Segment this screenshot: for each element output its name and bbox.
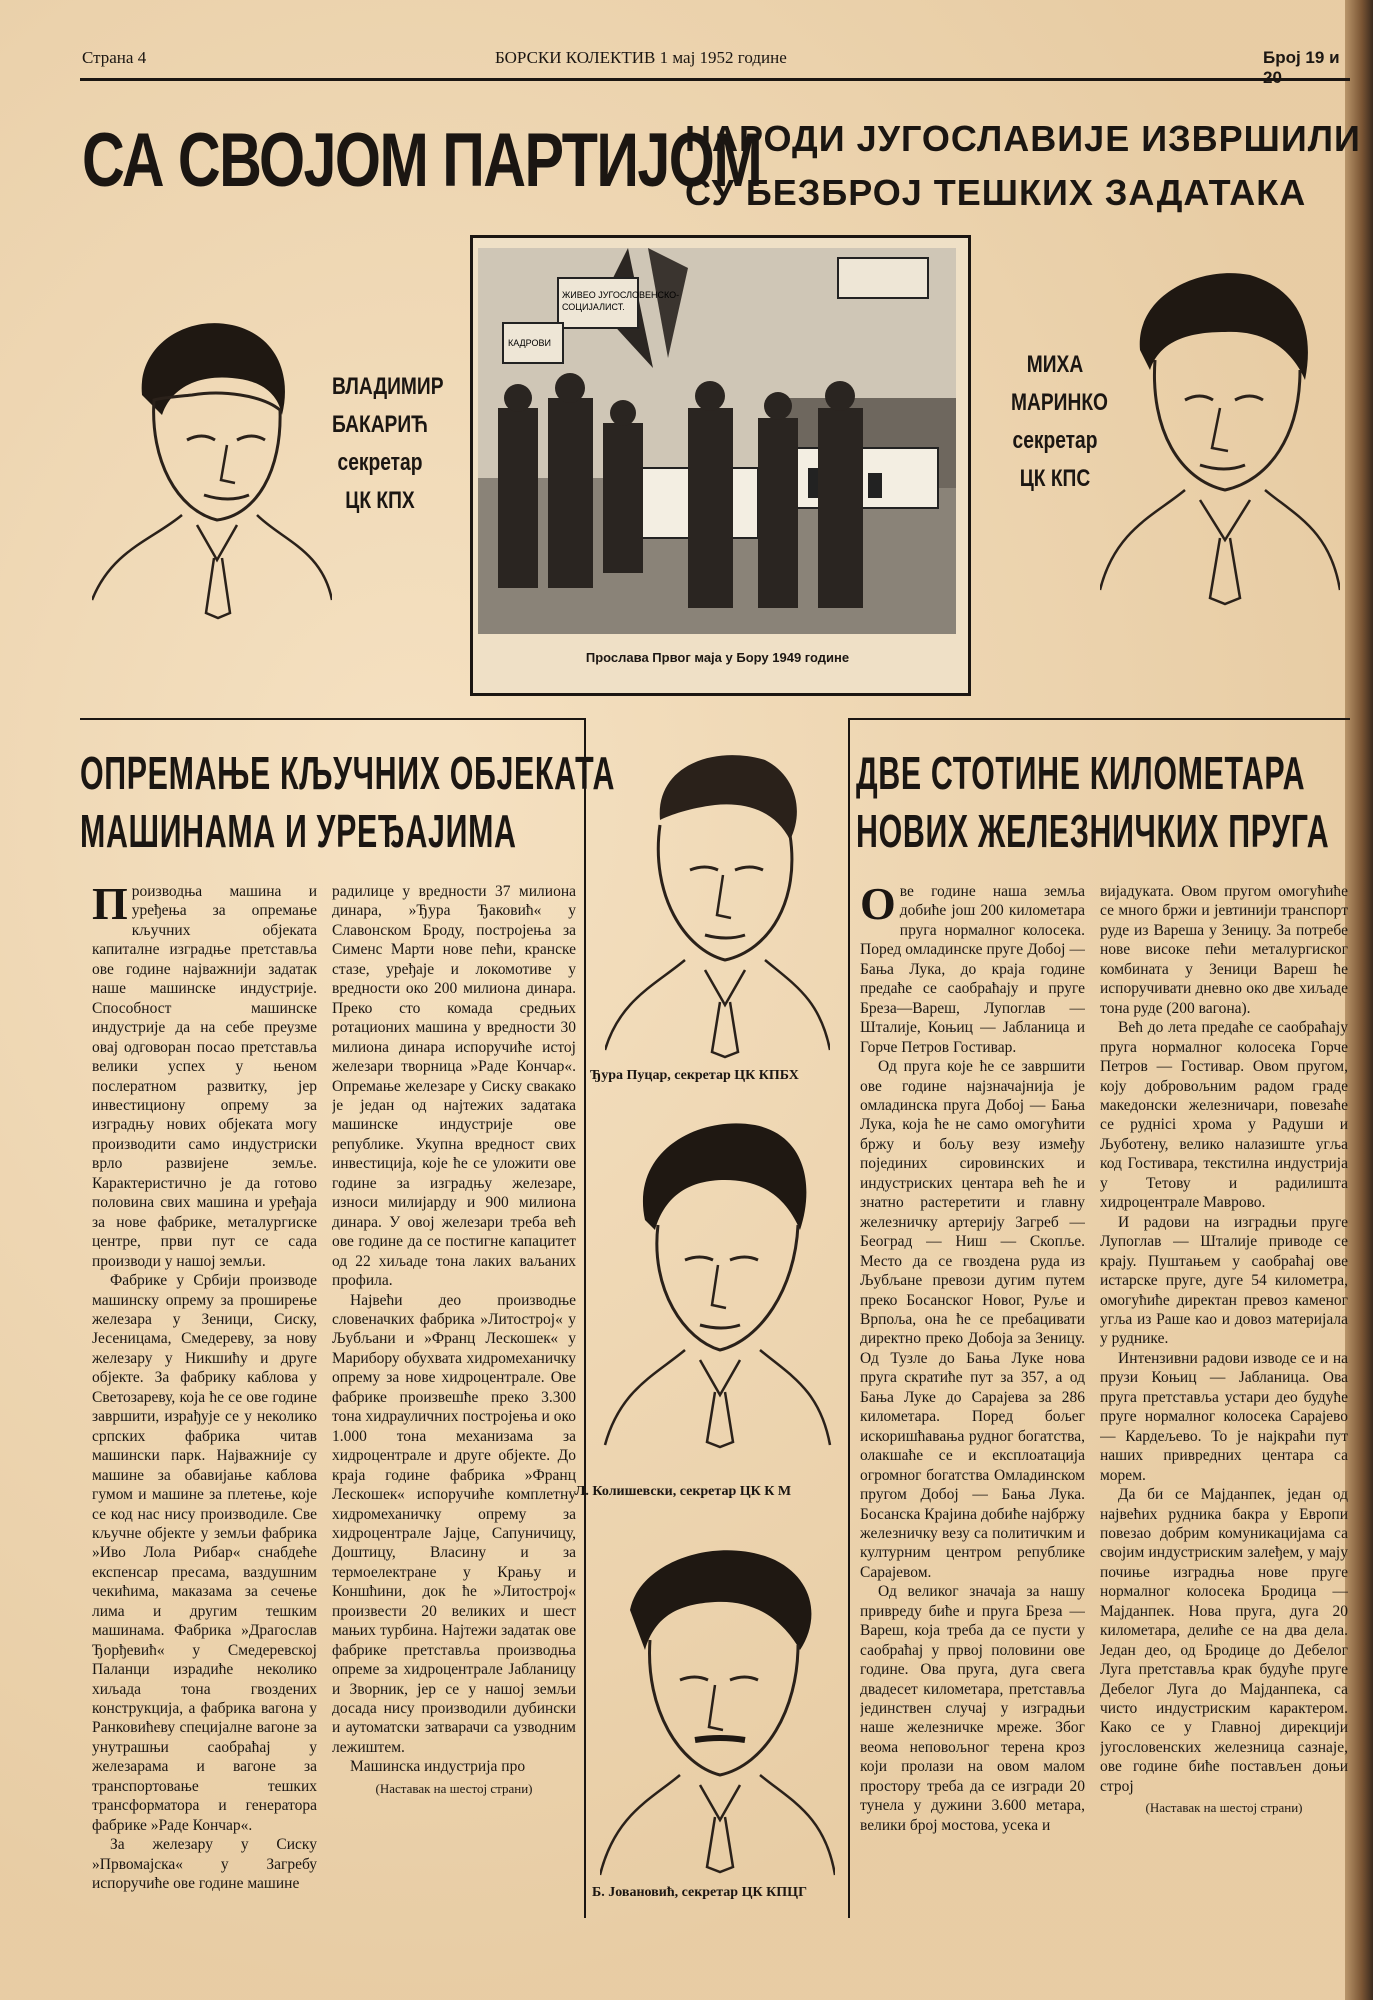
paragraph: радилице у вредности 37 милиона динара, »Ђура Ђаковић« у Славонском Броду, постројења за Сименс Марти нове пећи, кранске стазе, уређаје и локомотиве у вредности око 200 милиона динара. Преко сто комада средњих ротационих машина у вредности 30 милиона динара испоручиће истој железари творница »Раде Кончар«. Опремање железаре у Сиску свакако је један од најтежих задатака машинске индустрије ове републике. Укупна вредност свих инвестиција, које ће се уложити ове године за изградњу железаре, износи милијарду и 900 милиона динара. У овој железари треба већ ове године да се постигне капацитет од 22 хиљаде тона лаких ваљаних профила. <box>332 883 576 1290</box>
caption-kolisevski: Л. Колишевски, секретар ЦК К М <box>575 1484 792 1499</box>
paragraph: Од пруга које ће се завршити ове године најзначајнија је омладинска пруга Добој — Бања Лука, која ће не само омогућити бржу и бољу везу између појединих сировинских и индустриских центара већ ће и знатно растеретити и главну железничку артерију Загреб — Београд — Ниш — Скопље. Место да се гвоздена руда из Љубљане превози дугим путем преко Босанског Новог, Руље и Врпоља, она ће се пребацивати директно преко Добоја за Зеницу. Од Тузле до Бања Луке нова пруга скратиће пут за 357, а од Бања Луке до Сарајева за 286 километара. Поред бољег искоришћавања рудног богатства, олакшаће се и експлоатација огромног богатства Омладинском пругом Добој — Бања Лука. Босанска Крајина добиће најбржу железничку везу са политичким и културним центром републике Сарајевом. <box>860 1058 1085 1581</box>
paragraph: Машинска индустрија про <box>350 1758 526 1776</box>
caption-bakaric-line: ЦК КПХ <box>345 487 415 514</box>
caption-marinko-line: секретар <box>1012 427 1098 454</box>
portrait-kolisevski <box>600 1110 835 1450</box>
sign-text-2: СОЦИЈАЛИСТ. <box>562 302 625 312</box>
issue-number: Број 19 и 20 <box>1263 48 1340 87</box>
portrait-marinko <box>1100 260 1340 620</box>
paragraph: Већ до лета предаће се саобраћају пруга нормалног колосека Горче Петров — Гостивар. Овом пругом, коју добровољним радом граде македонски железничари, повезаће се руднici хрома у Радуши и Љуботену, велико налазиште угља код Гостивара, текстилна индустрија у Тетову и радилишта хидроцентрале Маврово. <box>1100 1019 1348 1212</box>
paragraph: Од великог значаја за нашу привреду биће и пруга Бреза — Вареш, која треба да се пусти у саобраћај у првој половини ове године. Ова пруга, дуга свега двадесет километара, претставља јединствен случај у изградњи наше железничке мреже. Због веома неповољног терена кроз који пролази на овом малом простору треба да се изгради 20 тунела у дужини 3.600 метара, велики број мостова, усека и <box>860 1583 1085 1834</box>
caption-marinko-line: МИХА <box>1026 351 1084 378</box>
rule-right-top <box>848 718 1350 720</box>
sub-headline-line-2: СУ БЕЗБРОЈ ТЕШКИХ ЗАДАТАКА <box>685 172 1307 213</box>
paragraph: вијадуката. Овом пругом омогућиће се много бржи и јевтинији транспорт руде из Вареша у Зеницу. За потребе нове високе пећи металургиског комбината у Зеници Вареш ће испоручивати дневно око две хиљаде тона руде (200 вагона). <box>1100 883 1348 1017</box>
paragraph: За железару у Сиску »Првомајска« у Загребу испоручиће ове године машине <box>92 1836 317 1893</box>
portrait-jovanovic <box>600 1530 835 1880</box>
left-article-column-1 <box>92 882 317 1902</box>
left-article-title-2: МАШИНАМА И УРЕЂАЈИМА <box>80 805 517 857</box>
right-article-title-1: ДВЕ СТОТИНЕ КИЛОМЕТАРА <box>856 747 1306 799</box>
caption-jovanovic: Б. Јовановић, секретар ЦК КПЦГ <box>592 1885 807 1900</box>
sub-headline-line-1: НАРОДИ ЈУГОСЛАВИЈЕ ИЗВРШИЛИ <box>685 118 1361 159</box>
paragraph: И радови на изградњи пруге Лупоглав — Шталије приводе се крају. Пуштањем у саобраћај ове истарске пруге, дуге 54 километра, омогућиће директан превоз каменог угља из Раше као и довоз материјала у руднике. <box>1100 1213 1348 1348</box>
paragraph: Да би се Мајданпек, један од највећих рудника бакра у Европи повезао добрим комуникацијама са својим индустриским залеђем, у мају почиње изградња нове пруге нормалног колосека Бродица — Мајданпек. Нова пруга, дуга 20 километара, делиће се на два дела. Један део, од Бродице до Дебелог Луга претставља крак будуће пруге Дебелог Луга до Мајданпека, са чисто индустриским карактером. Како се у Главној дирекцији југословенских железница сазнаје, ове године биће постављен доњи строј <box>1100 1486 1348 1795</box>
caption-marinko <box>1011 346 1108 498</box>
right-article-title-2: НОВИХ ЖЕЛЕЗНИЧКИХ ПРУГА <box>856 805 1330 857</box>
caption-bakaric-line: секретар <box>337 449 423 476</box>
page-number: Страна 4 <box>82 48 147 67</box>
header-rule <box>80 78 1350 81</box>
masthead: БОРСКИ КОЛЕКТИВ 1 мај 1952 године <box>495 48 787 67</box>
sign-text-1: ЖИВЕО ЈУГОСЛОВЕНСКО- <box>562 290 680 300</box>
page-edge <box>1345 0 1373 2000</box>
paragraph: Фабрике у Србији производе машинску опрему за проширење железара у Зеници, Сиску, Јесеницама, Смедереву, за нову железару у Никшићу и друге објекте. За фабрику каблова у Светозареву, која ће се ове године завршити, израђује се у неколико српских фабрика читав машински парк. Најважније су машине за обавијање каблова гумом и машине за плетење, које се код нас нису производиле. Све кључне објекте у земљи фабрика »Иво Лола Рибар« снабдеће експенсар пресама, ваздушним чекићима, маказама за сечење лима и другим тешким машинама. Фабрика »Драгослав Ђорђевић« у Смедеревској Паланци израдиће неколико хиљада тона гвоздених конструкција, а фабрика вагона у Ранковићеву специјалне вагоне за унутрашњи саобраћај у железарама и вагоне за транспортовање тешких трансформатора и генератора фабрике »Раде Кончар«. <box>92 1272 317 1834</box>
rule-left-vertical <box>584 718 586 1918</box>
paragraph: роизводња машина и уређења за опремање кључних објеката капиталне изградње претставља ове године најважнији задатак наше машинске индустрије. Способност машинске индустрије да на себе преузме овај одговоран посао претставља велики успех у њеном послератном развитку, јер инвестициону опрему за изградњу нових објеката могу производити само индустриски врло развијене земље. Карактеристично је да готово половина свих машина и уређаја за нове фабрике, металургиске центре, први пут се сада производи у нашој земљи. <box>92 883 317 1270</box>
dropcap: О <box>860 882 896 929</box>
rule-left-top <box>80 718 585 720</box>
portrait-pucar <box>605 730 830 1060</box>
photo-caption: Прослава Првог маја у Бору 1949 године <box>585 650 850 665</box>
caption-marinko-line: ЦК КПС <box>1019 465 1091 492</box>
paragraph: Интензивни радови изводе се и на прузи Коњиц — Јабланица. Ова пруга претставља устари део будуће пруге нормалног колосека Сарајево — Кардељево. То је најкраћи пут наших привредних центара са морем. <box>1100 1349 1348 1484</box>
right-article-column-1 <box>860 882 1085 1912</box>
left-article-column-2 <box>332 882 576 1912</box>
continued-note: (Наставак на шестој страни) <box>375 1780 533 1796</box>
caption-marinko-line: МАРИНКО <box>1011 389 1108 416</box>
paragraph: ве године наша земља добиће још 200 километара пруга нормалног колосека. Поред омладинске пруге Добој — Бања Лука, до краја године предаће се саобраћају и пруге Бреза—Вареш, Лупоглав — Шталије, Коњиц — Јабланица и Горче Петров Гостивар. <box>860 883 1085 1056</box>
rule-right-vertical <box>848 718 850 1918</box>
caption-pucar: Ђура Пуцар, секретар ЦК КПБХ <box>590 1068 799 1083</box>
page-header <box>80 48 1350 87</box>
right-article-column-2 <box>1100 882 1348 1912</box>
continued-note: (Наставак на шестој страни) <box>1145 1800 1303 1816</box>
caption-bakaric-line: ВЛАДИМИР <box>332 373 444 400</box>
caption-bakaric-line: БАКАРИЋ <box>332 411 428 438</box>
paragraph: Највећи део производње словеначких фабрика »Литострој« у Љубљани и »Франц Лескошек« у Марибору обухвата хидромеханичку опрему за нове хидроцентрале. Ове фабрике произвешће преко 3.300 тона хидрауличних постројења и око 1.000 тона механизама за хидроцентрале и друге објекте. До краја године фабрика »Франц Лескошек« испоручиће комплетну хидромеханичку опрему за хидроцентрале Јајце, Сапуничицу, Доштицу, Власину и за термоелектране у Крању и Коншћини, док ће »Литострој« произвести 20 великих и шест мањих турбина. Најтежи задатак ове фабрике претставља производња опреме за хидроцентрале Јабланицу и Зворник, јер се у нашој земљи досада нису производили дубински и аутоматски затварачи са узводним лежиштем. <box>332 1291 576 1756</box>
portrait-bakaric <box>92 300 332 620</box>
left-article-title-1: ОПРЕМАЊЕ КЉУЧНИХ ОБЈЕКАТА <box>80 747 616 799</box>
caption-bakaric <box>332 368 444 520</box>
sign-text-3: КАДРОВИ <box>508 338 551 348</box>
main-headline: СА СВОЈОМ ПАРТИЈОМ <box>82 118 762 203</box>
may-day-photo <box>478 248 956 634</box>
dropcap: П <box>92 882 128 929</box>
sub-headline <box>685 112 1361 220</box>
